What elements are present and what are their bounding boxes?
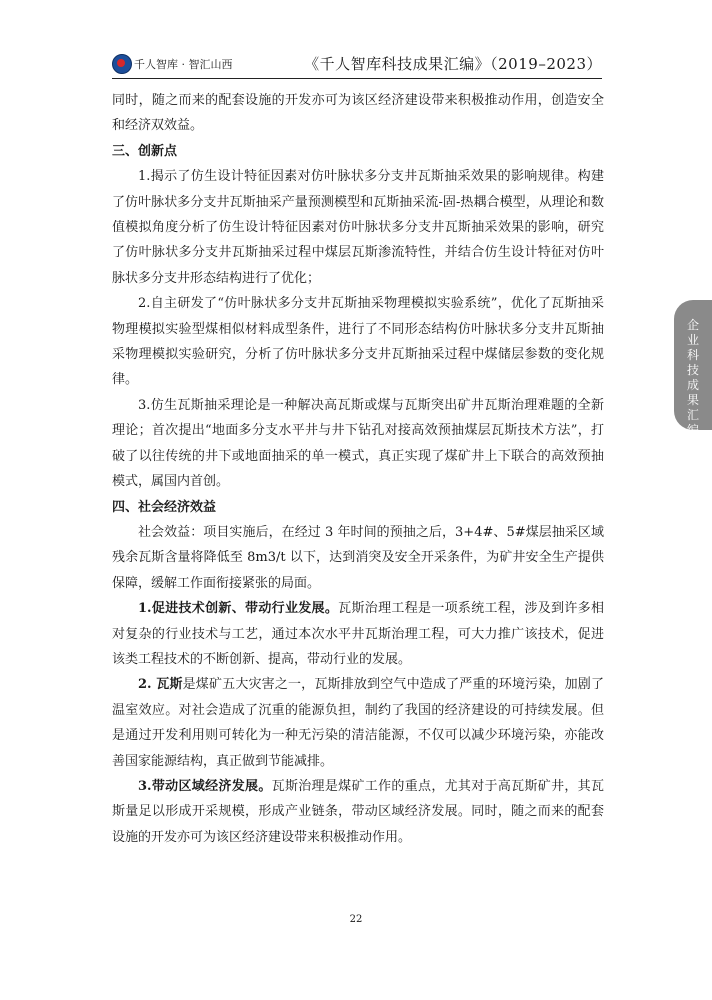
benefit-1-body: 瓦斯治理工程是一项系统工程，涉及到许多相对复杂的行业技术与工艺，通过本次水平井瓦斯治理工程，可大力推广该技术，促进该类工程技术的不断创新、提高，带动行业的发展。 [112, 601, 604, 667]
section-heading-benefit: 四、社会经济效益 [112, 499, 217, 515]
side-tab-label: 企业科技成果汇编 [686, 318, 699, 437]
brand-name: 千人智库 · 智汇山西 [134, 58, 233, 71]
running-title: 《千人智库科技成果汇编》（2019–2023） [304, 55, 602, 73]
benefit-1-lead: 1.促进技术创新、带动行业发展。 [138, 601, 339, 617]
benefit-paragraph-1 [112, 596, 604, 672]
benefit-3-lead: 3.带动区域经济发展。 [138, 778, 272, 794]
benefit-3-body: 瓦斯治理是煤矿工作的重点，尤其对于高瓦斯矿井，其瓦斯量足以形成开采规模，形成产业链条，带动区域经济发展。同时，随之而来的配套设施的开发亦可为该区经济建设带来积极推动作用。 [112, 778, 604, 845]
document-body [112, 88, 604, 850]
benefit-paragraph-2 [112, 672, 604, 774]
benefit-2-lead: 2. 瓦斯 [138, 677, 183, 693]
social-benefit-paragraph: 社会效益：项目实施后，在经过 3 年时间的预抽之后，3+4#、5#煤层抽采区域残余瓦斯含量将降低至 8m3/t 以下，达到消突及安全开采条件，为矿井安全生产提供保障，缓解工作面衔接紧张的局面。 [112, 524, 604, 591]
benefit-paragraph-3 [112, 774, 604, 850]
header-rule [112, 78, 602, 79]
innovation-paragraph-1: 1.揭示了仿生设计特征因素对仿叶脉状多分支井瓦斯抽采效果的影响规律。构建了仿叶脉状多分支井瓦斯抽采产量预测模型和瓦斯抽采流-固-热耦合模型，从理论和数值模拟角度分析了仿生设计特征因素对仿叶脉状多分支井瓦斯抽采效果的影响，研究了仿叶脉状多分支井瓦斯抽采过程中煤层瓦斯渗流特性，并结合仿生设计特征对仿叶脉状多分支井形态结构进行了优化； [112, 169, 604, 286]
page-header [112, 50, 602, 78]
qianren-zhiku-logo-icon [112, 54, 132, 74]
side-tab [674, 300, 712, 437]
benefit-2-body: 是煤矿五大灾害之一，瓦斯排放到空气中造成了严重的环境污染，加剧了温室效应。对社会造成了沉重的能源负担，制约了我国的经济建设的可持续发展。但是通过开发利用则可转化为一种无污染的清洁能源，不仅可以减少环境污染，亦能改善国家能源结构，真正做到节能减排。 [112, 677, 604, 769]
page-number: 22 [349, 914, 363, 925]
innovation-paragraph-2: 2.自主研发了“仿叶脉状多分支井瓦斯抽采物理模拟实验系统”，优化了瓦斯抽采物理模拟实验型煤相似材料成型条件，进行了不同形态结构仿叶脉状多分支井瓦斯抽采物理模拟实验研究，分析了仿叶脉状多分支井瓦斯抽采过程中煤储层参数的变化规律。 [112, 296, 604, 388]
section-heading-innovation: 三、创新点 [112, 143, 178, 159]
innovation-paragraph-3: 3.仿生瓦斯抽采理论是一种解决高瓦斯或煤与瓦斯突出矿井瓦斯治理难题的全新理论；首次提出“地面多分支水平井与井下钻孔对接高效预抽煤层瓦斯技术方法”，打破了以往传统的井下或地面抽采的单一模式，真正实现了煤矿井上下联合的高效预抽模式，属国内首创。 [112, 397, 604, 490]
intro-paragraph: 同时，随之而来的配套设施的开发亦可为该区经济建设带来积极推动作用，创造安全和经济双效益。 [112, 93, 604, 134]
